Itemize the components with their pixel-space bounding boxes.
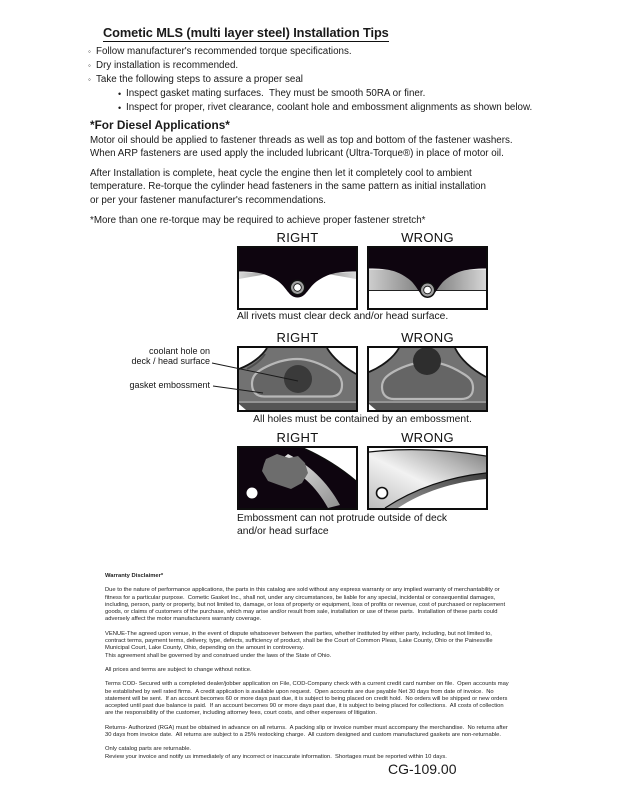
- callout-gasket-embossment: gasket embossment: [129, 380, 210, 390]
- tip-text: Take the following steps to assure a proper seal: [96, 74, 303, 85]
- callout-coolant-hole-2: deck / head surface: [131, 356, 210, 366]
- page-title-wrap: [103, 24, 389, 42]
- row2-wrong-label: WRONG: [401, 330, 454, 345]
- list-item: [88, 45, 558, 59]
- warranty-heading: Warranty Disclaimer*: [105, 573, 164, 579]
- list-item: [88, 101, 558, 115]
- diagram-protrusion-right: [237, 446, 358, 510]
- warranty-prices: All prices and terms are subject to change without notice.: [105, 666, 252, 673]
- row1-wrong-label: WRONG: [401, 230, 454, 245]
- warranty-liability: Due to the nature of performance applications, the parts in this catalog are sold without any express warranty or any implied warranty of merchantability or fitness for a particular purpose. Cometic Gasket Inc., shall not, under any circumstances, be liable for any special, incidental or consequential damages, including, person, party or property, but not limited to, damage, or loss of property or equipment, loss of profits or revenue, cost of purchased or replacement goods, or claims of customers of the purchase, which may arise and/or result from sale, installation or use of these parts. Installation of these parts could adversely affect the motor manufacturers warranty coverage.: [105, 587, 506, 623]
- diesel-para1: Motor oil should be applied to fastener threads as well as top and bottom of the fastener washers. When ARP fasteners are used apply the included lubricant (Ultra-Torque®) in place of motor oil.: [90, 135, 513, 160]
- diagram-embossment-wrong: [367, 346, 488, 412]
- row3-right-label: RIGHT: [276, 430, 319, 445]
- diagram-rivet-wrong: [367, 246, 488, 310]
- callout-coolant-hole: coolant hole on: [148, 346, 210, 356]
- tip-text: Follow manufacturer's recommended torque specifications.: [96, 46, 352, 57]
- list-item: [88, 59, 558, 73]
- bullet-icon: ◦: [88, 75, 91, 84]
- page-code: CG-109.00: [388, 761, 457, 777]
- diesel-heading: *For Diesel Applications*: [90, 118, 230, 132]
- tip-text: Inspect gasket mating surfaces. They must be smooth 50RA or finer.: [126, 88, 426, 99]
- bullet-icon: ◦: [88, 47, 91, 56]
- list-item: [88, 73, 558, 87]
- row3-wrong-label: WRONG: [401, 430, 454, 445]
- warranty-section: [105, 573, 565, 761]
- list-item: [88, 87, 558, 101]
- row1-caption: All rivets must clear deck and/or head surface.: [237, 311, 449, 322]
- diagram-rivet-right: [237, 246, 358, 310]
- bullet-icon: ◦: [88, 61, 91, 70]
- row2-caption: All holes must be contained by an embossment.: [253, 414, 472, 425]
- row3-caption: Embossment can not protrude outside of deck and/or head surface: [237, 513, 448, 537]
- diesel-para2: After Installation is complete, heat cycle the engine then let it completely cool to ambient temperature. Re-torque the cylinder head fasteners in the same pattern as initial installation or per your fastener manufacturer's recommendations.: [90, 168, 486, 206]
- tip-text: Inspect for proper, rivet clearance, coolant hole and embossment alignments as shown below.: [126, 102, 533, 113]
- warranty-venue: VENUE-The agreed upon venue, in the event of dispute whatsoever between the parties, whether instituted by either party, including, but not limited to, contract terms, payment terms, delivery, type, defects, sufficiency of product, shall be the Court of Common Pleas, Lake County, Ohio or the Painesville Municipal Court, Lake County, Ohio, depending on the amount in controversy. This agreement shall be governed by and construed under the laws of the State of Ohio.: [105, 630, 493, 659]
- sub-bullet-icon: •: [118, 89, 122, 99]
- diagram-protrusion-wrong: [367, 446, 488, 510]
- tips-list: [88, 45, 558, 115]
- tip-text: Dry installation is recommended.: [96, 60, 239, 71]
- sub-bullet-icon: •: [118, 103, 122, 113]
- warranty-catalog: Only catalog parts are returnable. Review your invoice and notify us immediately of any incorrect or inaccurate information. Shortages must be reported within 10 days.: [105, 746, 447, 760]
- warranty-returns: Returns- Authorized (RGA) must be obtained in advance on all returns. A packing slip or invoice number must accompany the merchandise. No returns after 30 days from invoice date. All returns are subject to a 25% restocking charge. All custom designed and custom manufactured gaskets are non-returnable.: [105, 724, 508, 739]
- warranty-terms: Terms COD- Secured with a completed dealer/jobber application on File, COD-Company check with a current credit card number on file. Open accounts may be established by well rated firms. A credit application is available upon request. Open accounts are due payable Net 30 days from date of invoice. No statement will be sent. If an account becomes 60 or more days past due, it is subject to being placed on credit hold. No orders will be shipped or new orders accepted until past due balance is paid. If an account becomes 90 or more days past due, it is subject to being placed for collections. All costs of collection are the responsibility of the customer, including attorney fees, court costs, and other expenses of litigation.: [105, 681, 509, 717]
- diesel-note: *More than one re-torque may be required to achieve proper fastener stretch*: [90, 215, 426, 226]
- row1-right-label: RIGHT: [276, 230, 319, 245]
- diagram-embossment-right: [237, 346, 358, 412]
- row2-right-label: RIGHT: [276, 330, 319, 345]
- page-title: Cometic MLS (multi layer steel) Installation Tips: [103, 25, 389, 40]
